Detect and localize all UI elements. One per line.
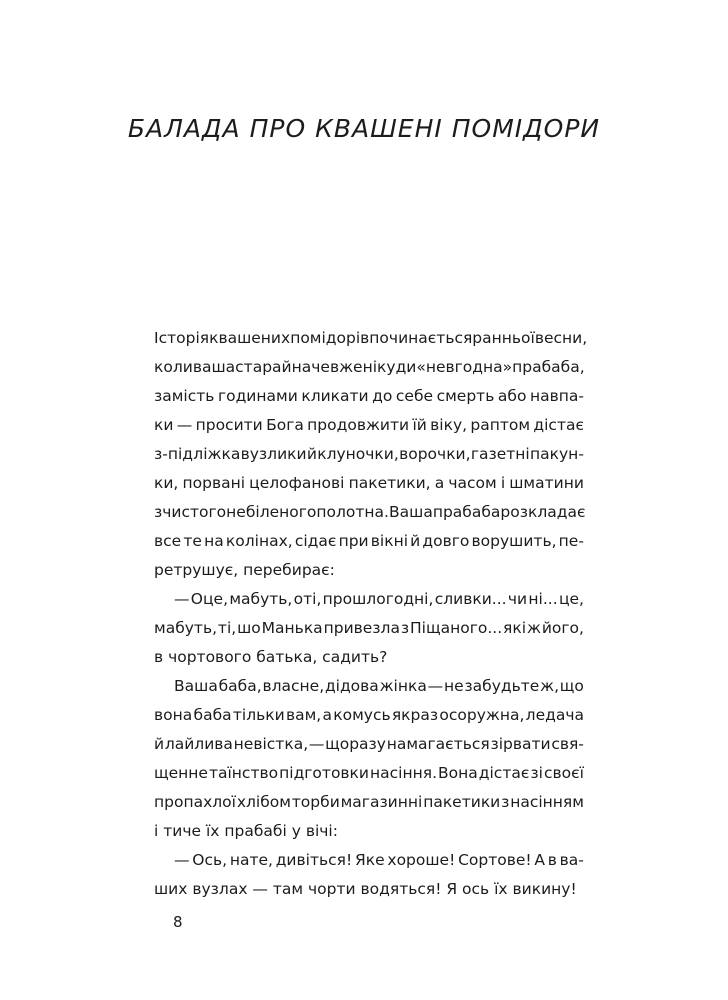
line-word: сливки... bbox=[434, 590, 507, 608]
chapter-title: БАЛАДА ПРО КВАШЕНІ ПОМІДОРИ bbox=[127, 114, 601, 143]
line-word: прабаба bbox=[432, 503, 501, 521]
line-word: Я bbox=[446, 880, 463, 898]
line-word: прошлогодні, bbox=[322, 590, 434, 608]
line-word: прабабі bbox=[224, 822, 292, 840]
line-word: баба bbox=[193, 706, 232, 724]
line-word: магазинні bbox=[340, 793, 423, 811]
line-word: зі bbox=[530, 764, 543, 782]
text-line bbox=[154, 846, 584, 875]
body-text bbox=[154, 324, 588, 904]
line-word: полотна. bbox=[316, 503, 389, 521]
line-word: при bbox=[338, 532, 369, 550]
line-word: — bbox=[427, 677, 444, 695]
line-word: у bbox=[291, 822, 306, 840]
line-word: нікуди bbox=[362, 358, 417, 376]
line-word: ліжка bbox=[193, 445, 241, 463]
line-word: ва- bbox=[559, 851, 584, 869]
line-word: пропахлої bbox=[154, 793, 236, 811]
line-word: Історія bbox=[154, 329, 210, 347]
line-word: Сортове! bbox=[458, 851, 532, 869]
text-line bbox=[154, 817, 584, 846]
line-word: оті, bbox=[293, 590, 322, 608]
text-line bbox=[154, 759, 584, 788]
line-word: з bbox=[154, 503, 163, 521]
text-line bbox=[154, 788, 584, 817]
line-word: віку, bbox=[430, 416, 468, 434]
line-word: ранньої bbox=[472, 329, 535, 347]
line-word: — bbox=[308, 735, 325, 753]
line-word: мабуть, bbox=[229, 590, 293, 608]
line-word: що bbox=[559, 677, 584, 695]
line-word: Вона bbox=[438, 764, 478, 782]
line-word: — bbox=[176, 416, 193, 434]
line-word: перебирає: bbox=[243, 561, 335, 579]
line-word: їй bbox=[412, 416, 427, 434]
line-word: з bbox=[400, 619, 410, 637]
line-word: Манька bbox=[261, 619, 323, 637]
line-word: привезла bbox=[323, 619, 400, 637]
line-word: їх bbox=[205, 822, 225, 840]
line-word: щенне bbox=[154, 764, 208, 782]
line-word: які bbox=[503, 619, 527, 637]
line-word: його, bbox=[541, 619, 584, 637]
text-line bbox=[154, 875, 584, 904]
line-word: насінням bbox=[510, 793, 584, 811]
line-word: тиче bbox=[163, 822, 206, 840]
line-word: лайлива bbox=[164, 735, 233, 753]
line-word: насіння. bbox=[370, 764, 437, 782]
line-word: ки, bbox=[154, 474, 179, 492]
text-line bbox=[154, 672, 584, 701]
line-word: і bbox=[500, 474, 506, 492]
line-word: ті, bbox=[217, 619, 237, 637]
text-line bbox=[154, 469, 584, 498]
line-word: Піщаного... bbox=[410, 619, 503, 637]
line-word: жінка bbox=[379, 677, 427, 695]
line-word: пакетики, bbox=[348, 474, 431, 492]
line-word: розкладає bbox=[500, 503, 586, 521]
line-word: чорти bbox=[308, 880, 361, 898]
line-word: не bbox=[443, 677, 464, 695]
line-word: в bbox=[154, 648, 169, 666]
line-word: якраз bbox=[391, 706, 439, 724]
line-word: Оце, bbox=[190, 590, 229, 608]
line-word: комусь bbox=[333, 706, 391, 724]
line-word: баба, bbox=[218, 677, 262, 695]
line-word: А bbox=[534, 851, 545, 869]
line-word: небіленого bbox=[226, 503, 317, 521]
text-line bbox=[154, 701, 584, 730]
line-word: пе- bbox=[558, 532, 584, 550]
line-word: дістає bbox=[478, 764, 530, 782]
line-word: й bbox=[410, 532, 421, 550]
line-word: ледача bbox=[525, 706, 584, 724]
line-word: — bbox=[174, 851, 190, 869]
line-word: вікні bbox=[370, 532, 409, 550]
line-word: забудьте bbox=[464, 677, 540, 695]
text-line bbox=[154, 643, 584, 672]
line-word: вузлах bbox=[192, 880, 253, 898]
line-word: хлібом bbox=[236, 793, 291, 811]
line-word: батька, bbox=[256, 648, 323, 666]
line-word: дістає bbox=[533, 416, 584, 434]
text-line bbox=[154, 585, 584, 614]
line-word: ворушить, bbox=[471, 532, 557, 550]
line-word: годинами bbox=[217, 387, 298, 405]
line-word: Яке bbox=[354, 851, 385, 869]
line-word: кликати bbox=[301, 387, 369, 405]
line-word: пакун- bbox=[530, 445, 584, 463]
line-word: наче bbox=[291, 358, 330, 376]
line-word: замість bbox=[154, 387, 215, 405]
line-word: шо bbox=[237, 619, 261, 637]
line-word: клуночки, bbox=[317, 445, 399, 463]
line-word: — bbox=[252, 880, 273, 898]
line-word: ки bbox=[154, 416, 174, 434]
line-word: щоразу bbox=[325, 735, 386, 753]
line-word: на bbox=[204, 532, 224, 550]
line-word: квашених bbox=[209, 329, 291, 347]
line-word: й bbox=[306, 445, 317, 463]
line-word: дідова bbox=[324, 677, 379, 695]
line-word: або bbox=[497, 387, 527, 405]
line-word: вже bbox=[329, 358, 363, 376]
text-line bbox=[154, 498, 584, 527]
line-word: Ось, bbox=[192, 851, 228, 869]
line-word: прабаба, bbox=[512, 358, 585, 376]
line-word: коли bbox=[154, 358, 193, 376]
line-word: смерть bbox=[436, 387, 495, 405]
line-word: довго bbox=[422, 532, 470, 550]
line-word: те bbox=[183, 532, 202, 550]
line-word: стара bbox=[235, 358, 282, 376]
line-word: вічі: bbox=[305, 822, 338, 840]
line-word: шматини bbox=[509, 474, 584, 492]
line-word: весни, bbox=[534, 329, 588, 347]
text-line bbox=[154, 614, 584, 643]
text-line bbox=[154, 440, 584, 469]
line-word: сідає bbox=[294, 532, 337, 550]
line-word: з-під bbox=[154, 445, 193, 463]
line-word: помідорів bbox=[290, 329, 370, 347]
line-word: Ваша bbox=[174, 677, 218, 695]
line-word: часом bbox=[448, 474, 497, 492]
line-word: продовжити bbox=[307, 416, 410, 434]
line-word: ні... bbox=[528, 590, 558, 608]
line-word: чистого bbox=[162, 503, 227, 521]
line-word: а bbox=[322, 706, 332, 724]
text-line bbox=[154, 730, 584, 759]
line-word: просити bbox=[195, 416, 263, 434]
line-word: й bbox=[281, 358, 292, 376]
line-word: в bbox=[547, 851, 557, 869]
line-word: викину! bbox=[512, 880, 577, 898]
text-line bbox=[154, 527, 584, 556]
line-word: ваша bbox=[192, 358, 236, 376]
line-word: колінах, bbox=[225, 532, 293, 550]
line-word: своєї bbox=[543, 764, 584, 782]
line-word: целофанові bbox=[249, 474, 345, 492]
line-word: з bbox=[501, 793, 510, 811]
line-word: пакетики bbox=[423, 793, 501, 811]
line-word: вам, bbox=[285, 706, 322, 724]
line-word: ретрушує, bbox=[154, 561, 244, 579]
line-word: Ваша bbox=[389, 503, 433, 521]
line-word: і bbox=[154, 822, 164, 840]
line-word: вона bbox=[154, 706, 193, 724]
line-word: починається bbox=[369, 329, 473, 347]
line-word: таїнство bbox=[208, 764, 279, 782]
line-word: чортового bbox=[168, 648, 257, 666]
line-word: «невгодна» bbox=[416, 358, 513, 376]
line-word: тільки bbox=[232, 706, 285, 724]
line-word: раптом bbox=[470, 416, 531, 434]
line-word: власне, bbox=[262, 677, 325, 695]
line-word: їх bbox=[494, 880, 513, 898]
line-word: а bbox=[434, 474, 445, 492]
line-word: вузлики bbox=[240, 445, 307, 463]
line-word: садить? bbox=[322, 648, 388, 666]
line-word: водяться! bbox=[360, 880, 447, 898]
line-word: порвані bbox=[182, 474, 246, 492]
line-word: ж bbox=[526, 619, 541, 637]
text-line bbox=[154, 411, 584, 440]
line-word: чи bbox=[507, 590, 528, 608]
line-word: ворочки, bbox=[399, 445, 471, 463]
line-word: — bbox=[174, 590, 190, 608]
text-line bbox=[154, 556, 584, 585]
line-word: себе bbox=[395, 387, 434, 405]
text-line bbox=[154, 353, 584, 382]
line-word: газетні bbox=[470, 445, 530, 463]
line-word: це, bbox=[558, 590, 584, 608]
line-word: ж, bbox=[540, 677, 559, 695]
text-line bbox=[154, 382, 584, 411]
page-number: 8 bbox=[173, 913, 183, 931]
text-line bbox=[154, 324, 588, 353]
line-word: до bbox=[372, 387, 393, 405]
line-word: мабуть, bbox=[154, 619, 218, 637]
line-word: Бога bbox=[266, 416, 304, 434]
line-word: торби bbox=[291, 793, 340, 811]
line-word: дивіться! bbox=[275, 851, 353, 869]
line-word: ших bbox=[154, 880, 193, 898]
line-word: там bbox=[272, 880, 309, 898]
line-word: все bbox=[154, 532, 182, 550]
line-word: невістка, bbox=[233, 735, 309, 753]
line-word: ось bbox=[462, 880, 495, 898]
line-word: осоружна, bbox=[439, 706, 525, 724]
line-word: зірвати bbox=[490, 735, 551, 753]
line-word: нате, bbox=[229, 851, 273, 869]
line-word: свя- bbox=[551, 735, 584, 753]
line-word: намагається bbox=[386, 735, 490, 753]
line-word: хороше! bbox=[387, 851, 456, 869]
line-word: підготовки bbox=[279, 764, 369, 782]
line-word: й bbox=[154, 735, 165, 753]
line-word: навпа- bbox=[529, 387, 584, 405]
